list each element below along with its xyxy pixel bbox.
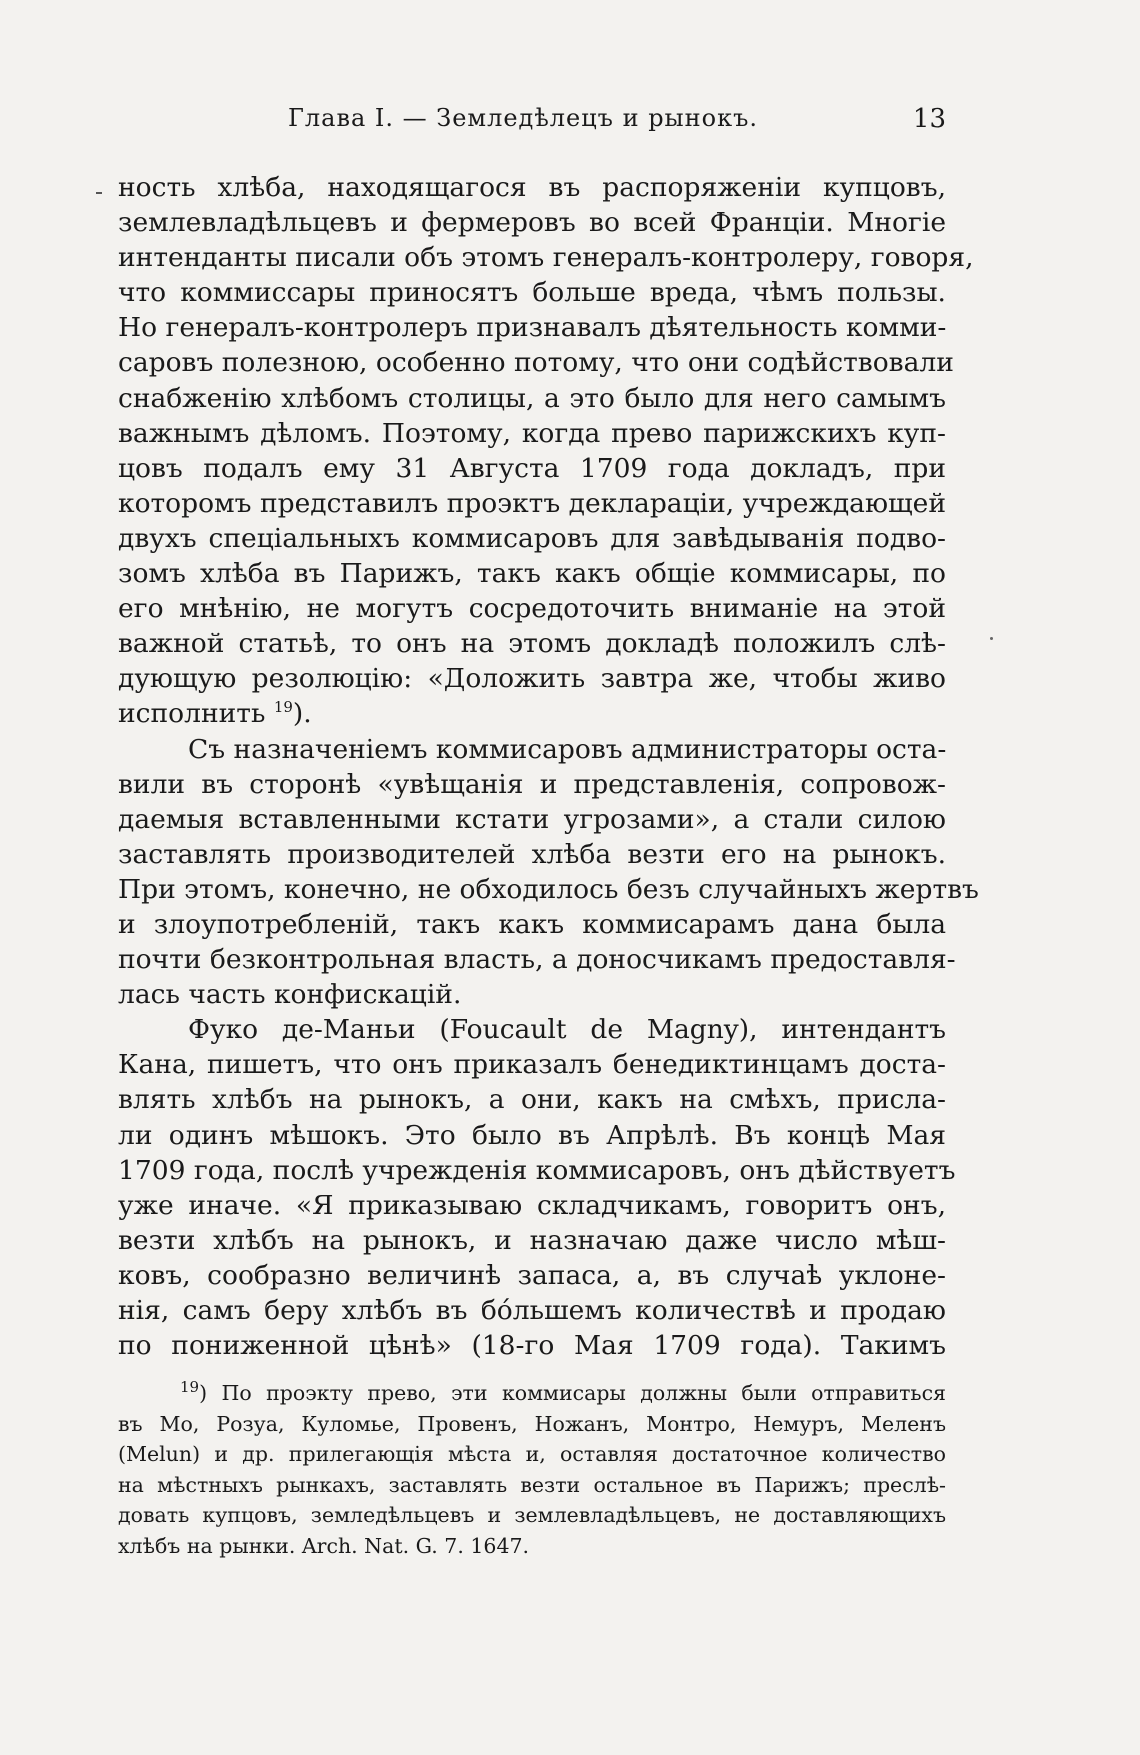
text-line: влять хлѣбъ на рынокъ, а они, какъ на смѣхъ, присла- [118,1084,946,1116]
text-line: ковъ, сообразно величинѣ запаса, а, въ случаѣ уклоне- [118,1259,946,1291]
footnote-line: хлѣбъ на рынки. Arch. Nat. G. 7. 1647. [118,1533,530,1558]
text-line: важной статьѣ, то онъ на этомъ докладѣ положилъ слѣ- [118,628,946,660]
text-line: везти хлѣбъ на рынокъ, и назначаю даже число мѣш- [118,1224,946,1256]
text-line: Съ назначеніемъ коммисаровъ администраторы оста- [188,733,947,765]
body-text [118,170,979,1363]
text-line: 1709 года, послѣ учрежденія коммисаровъ, онъ дѣйствуетъ [118,1154,956,1186]
text-line: снабженію хлѣбомъ столицы, а это было для него самымъ [118,382,946,414]
text-fragment: исполнить [118,698,266,730]
margin-mark [990,637,993,640]
page-number: 13 [912,104,946,134]
text-line: землевладѣльцевъ и фермеровъ во всей Франціи. Многіе [118,207,946,239]
text-line: Кана, пишетъ, что онъ приказалъ бенедиктинцамъ доста- [118,1049,946,1081]
text-line: дующую резолюцію: «Доложить завтра же, чтобы живо [118,663,946,695]
text-line: даемыя вставленными кстати угрозами», а стали силою [118,803,946,835]
text-line: цовъ подалъ ему 31 Августа 1709 года докладъ, при [118,452,946,484]
footnote-line: (Melun) и др. прилегающія мѣста и, оставляя достаточное количество [118,1442,946,1466]
text-line: лась часть конфискацій. [118,979,462,1011]
text-line: двухъ спеціальныхъ коммисаровъ для завѣдыванія подво- [118,522,946,554]
text-line: саровъ полезною, особенно потому, что они содѣйствовали [118,347,954,379]
text-fragment: ) По проэкту прево, эти коммисары должны были отправиться [199,1381,946,1405]
text-line: почти безконтрольная власть, а доносчикамъ предоставля- [118,944,956,976]
text-line: и злоупотребленій, такъ какъ коммисарамъ дана была [118,908,946,940]
footnote-line [118,1378,946,1409]
text-fragment: ). [292,698,312,730]
paragraph-2 [118,732,979,1013]
text-line: нія, самъ беру хлѣбъ въ бо́льшемъ количествѣ и продаю [118,1295,946,1326]
text-line: важнымъ дѣломъ. Поэтому, когда прево парижскихъ куп- [118,417,946,449]
footnote-block [118,1378,946,1561]
text-line: вили въ сторонѣ «увѣщанія и представленія, сопровож- [118,768,946,800]
text-line: При этомъ, конечно, не обходилось безъ случайныхъ жертвъ [118,873,979,905]
text-line: ность хлѣба, находящагося въ распоряженіи купцовъ, [118,170,946,205]
text-line: Фуко де-Маньи (Foucault de Magny), интендантъ [188,1014,946,1046]
text-line: ли одинъ мѣшокъ. Это было въ Апрѣлѣ. Въ концѣ Мая [118,1119,946,1151]
text-line: что коммиссары приносятъ больше вреда, чѣмъ пользы. [118,277,946,309]
text-line: интенданты писали объ этомъ генералъ-контролеру, говоря, [118,242,974,274]
text-line: уже иначе. «Я приказываю складчикамъ, говоритъ онъ, [118,1189,946,1221]
text-line: заставлять производителей хлѣба везти его на рынокъ. [118,838,946,870]
footnote-marker: 19 [180,1378,200,1397]
footnote-line: довать купцовъ, земледѣльцевъ и землевладѣльцевъ, не доставляющихъ [118,1503,946,1527]
paragraph-3 [118,1012,956,1363]
text-line: его мнѣнію, не могутъ сосредоточить вниманіе на этой [118,593,946,625]
footnote-reference[interactable]: 19 [273,698,293,717]
footnote-line: въ Мо, Розуа, Куломье, Провенъ, Ножанъ, Монтро, Немуръ, Меленъ [118,1411,946,1436]
text-line: по пониженной цѣнѣ» (18-го Мая 1709 года). Такимъ [118,1330,946,1362]
text-line: которомъ представилъ проэктъ деклараціи, учреждающей [118,487,946,519]
page-header [118,104,946,144]
running-head: Глава I. — Земледѣлецъ и рынокъ. [288,104,758,132]
text-line [118,696,946,731]
text-line: Но генералъ-контролеръ признавалъ дѣятельность комми- [118,312,947,344]
paragraph-1 [118,170,974,732]
text-line: зомъ хлѣба въ Парижъ, такъ какъ общіе коммисары, по [118,558,946,590]
footnote-line: на мѣстныхъ рынкахъ, заставлять везти остальное въ Парижъ; преслѣ- [118,1472,946,1497]
